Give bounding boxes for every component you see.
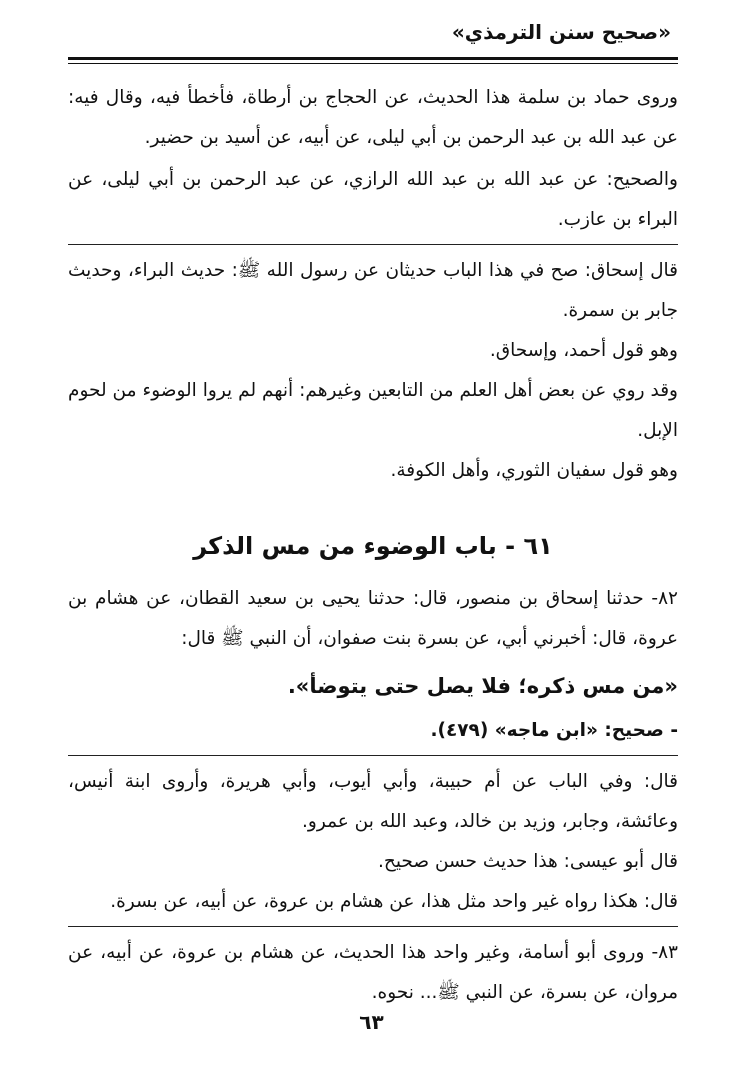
page-number: ٦٣ [359, 1010, 384, 1034]
paragraph-ahmad-ishaq: وهو قول أحمد، وإسحاق. [489, 340, 678, 361]
section-divider [68, 244, 678, 245]
hadith-83-text: ٨٣- وروى أبو أسامة، وغير واحد هذا الحديث، عن هشام بن عروة، عن أبيه، عن مروان، عن بسرة، عن النبي ﷺ... نحوه. [68, 942, 678, 1003]
running-header-title: «صحيح سنن الترمذي» [451, 20, 671, 44]
hadith-82-note-hisham: قال: هكذا رواه غير واحد مثل هذا، عن هشام بن عروة، عن أبيه، عن بسرة. [110, 891, 678, 912]
hadith-82-note-narrators: قال: وفي الباب عن أم حبيبة، وأبي أيوب، وأبي هريرة، وأروى ابنة أنيس، وعائشة، وجابر، وزيد بن خالد، وعبد الله بن عمرو. [68, 771, 678, 832]
hadith-82-note-abu-isa: قال أبو عيسى: هذا حديث حسن صحيح. [378, 851, 678, 872]
chapter-title: ٦١ - باب الوضوء من مس الذكر [193, 532, 553, 560]
paragraph-correct-chain: والصحيح: عن عبد الله بن عبد الله الرازي، عن عبد الرحمن بن أبي ليلى، عن البراء بن عازب. [68, 169, 678, 230]
hadith-82-text: «من مس ذكره؛ فلا يصل حتى يتوضأ». [287, 674, 678, 698]
paragraph-ishaq-statement: قال إسحاق: صح في هذا الباب حديثان عن رسول الله ﷺ: حديث البراء، وحديث جابر بن سمرة. [68, 260, 678, 321]
hadith-82-isnad: ٨٢- حدثنا إسحاق بن منصور، قال: حدثنا يحيى بن سعيد القطان، عن هشام بن عروة، قال: أخبرني أبي، عن بسرة بنت صفوان، أن النبي ﷺ قال: [68, 588, 678, 649]
hadith-82-grade: - صحيح: «ابن ماجه» (٤٧٩). [430, 720, 678, 741]
page-body [68, 78, 678, 1013]
note-divider [68, 926, 678, 927]
header-rule-thick [68, 57, 678, 60]
grade-divider [68, 755, 678, 756]
paragraph-thawri-kufa: وهو قول سفيان الثوري، وأهل الكوفة. [390, 460, 678, 481]
paragraph-hammad-narration: وروى حماد بن سلمة هذا الحديث، عن الحجاج بن أرطاة، فأخطأ فيه، وقال فيه: عن عبد الله بن عبد الرحمن بن أبي ليلى، عن أبيه، عن أسيد بن حضير. [68, 87, 678, 148]
header-rule-thin [68, 63, 678, 64]
paragraph-tabiin-opinion: وقد روي عن بعض أهل العلم من التابعين وغيرهم: أنهم لم يروا الوضوء من لحوم الإبل. [68, 380, 678, 441]
